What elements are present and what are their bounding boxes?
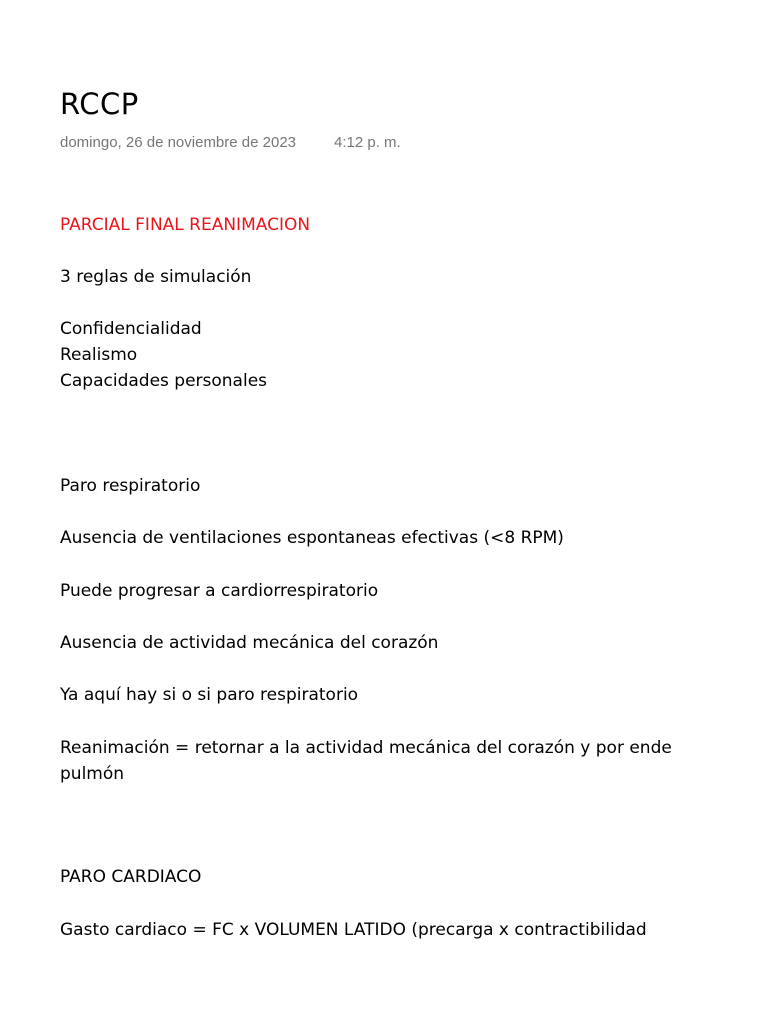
text-line: Ausencia de actividad mecánica del corazón — [60, 633, 439, 653]
text-line: Paro respiratorio — [60, 476, 201, 496]
page-date: domingo, 26 de noviembre de 2023 — [60, 134, 297, 151]
text-line: Realismo — [60, 345, 138, 365]
text-line: Capacidades personales — [60, 371, 268, 391]
text-line: 3 reglas de simulación — [60, 267, 252, 287]
text-line: pulmón — [60, 764, 125, 784]
page-bottom-margin — [0, 944, 768, 1024]
text-line: Puede progresar a cardiorrespiratorio — [60, 581, 379, 601]
text-line: PARO CARDIACO — [60, 867, 202, 887]
page-title: RCCP — [60, 87, 139, 121]
section-heading: PARCIAL FINAL REANIMACION — [60, 215, 311, 235]
text-line: Gasto cardiaco = FC x VOLUMEN LATIDO (precarga x contractibilidad — [60, 920, 647, 940]
text-line: Ya aquí hay si o si paro respiratorio — [60, 685, 359, 705]
page-time: 4:12 p. m. — [334, 134, 401, 151]
page-metadata — [60, 133, 401, 153]
text-line: Ausencia de ventilaciones espontaneas efectivas (<8 RPM) — [60, 528, 564, 548]
text-line: Reanimación = retornar a la actividad mecánica del corazón y por ende — [60, 738, 672, 758]
text-line: Confidencialidad — [60, 319, 202, 339]
